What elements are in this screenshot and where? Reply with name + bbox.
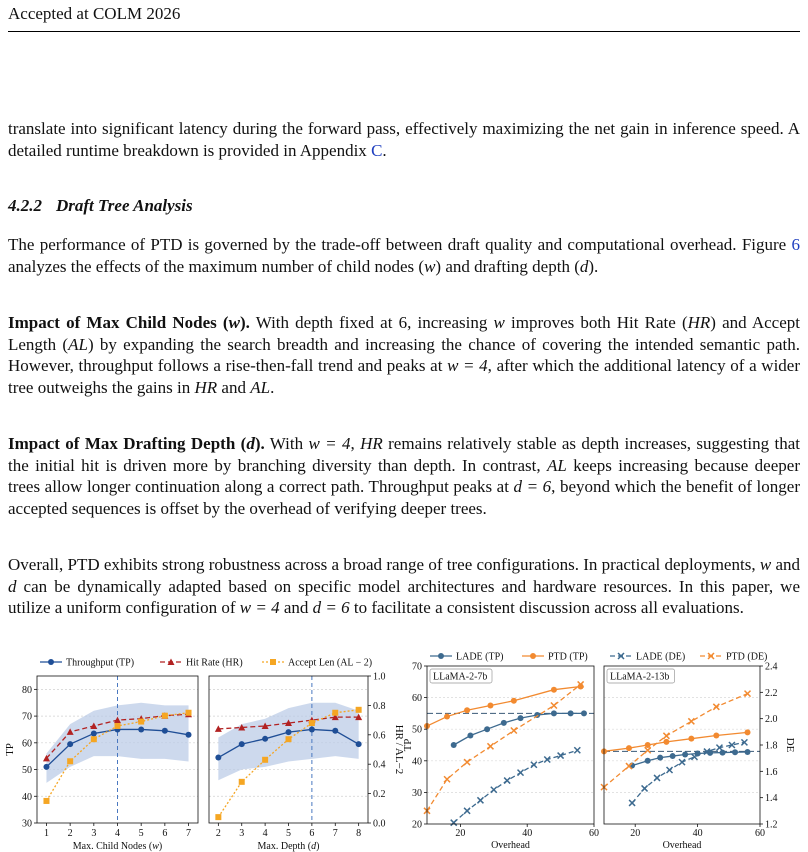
llama7b-lade-de-point [518, 770, 524, 776]
legend-lade-de-label: LADE (DE) [636, 651, 686, 663]
llama7b-y-tick-label: 50 [412, 724, 422, 736]
depth-y-right-tick-label: 0.6 [373, 730, 386, 742]
paragraph-runtime: translate into significant latency during the forward pass, effectively maximizing the net gain in inference speed. A detailed runtime breakdown is provided in Appendix C. [8, 119, 800, 160]
legend-lade-tp-marker [438, 653, 444, 659]
child-nodes-tp-point [43, 764, 49, 770]
llama7b-lade-tp-point [518, 715, 524, 721]
llama7b-ptd-de-point [487, 743, 493, 749]
llama13b-x-tick-label: 60 [755, 828, 765, 839]
depth-y-right-axis-label: HR / AL−2 [393, 724, 405, 775]
llama13b-ptd-de-point [663, 733, 669, 739]
depth-tp-point [309, 726, 315, 732]
llama13b-ptd-tp-point [688, 736, 694, 742]
child-nodes-al-point [91, 736, 97, 742]
llama13b-y-right-tick-label: 1.6 [765, 766, 778, 778]
llama7b-x-tick-label: 40 [522, 828, 533, 839]
llama13b-ptd-de-point [688, 718, 694, 724]
child-nodes-tp-point [138, 726, 144, 732]
section-heading: 4.2.2 Draft Tree Analysis [8, 196, 193, 215]
depth-tp-point [215, 755, 221, 761]
child-nodes-al-point [115, 723, 121, 729]
running-header: Accepted at COLM 2026 [8, 4, 181, 23]
figure-draft-tree-analysis [0, 648, 808, 852]
child-nodes-al-point [67, 758, 73, 764]
child-nodes-x-tick-label: 5 [138, 828, 144, 839]
llama13b-panel-label: LLaMA-2-13b [610, 671, 670, 683]
depth-tp-point [262, 736, 268, 742]
header-rule [8, 31, 800, 32]
llama7b-lade-tp-point [451, 742, 457, 748]
child-nodes-tp-point [186, 732, 192, 738]
child-nodes-y-tick-label: 80 [22, 684, 32, 696]
llama13b-ptd-tp-line [604, 732, 748, 751]
llama13b-ptd-tp-point [663, 739, 669, 745]
legend-tp-label: Throughput (TP) [66, 657, 135, 669]
depth-x-tick-label: 5 [286, 828, 291, 839]
depth-al-point [332, 710, 338, 716]
child-nodes-x-tick-label: 4 [115, 828, 120, 839]
llama7b-y-tick-label: 40 [412, 756, 422, 768]
llama13b-lade-tp-point [645, 758, 651, 764]
depth-x-tick-label: 4 [262, 828, 268, 839]
depth-x-axis-label: Max. Depth (d) [257, 841, 320, 852]
llama7b-lade-de-point [451, 820, 457, 826]
llama13b-ptd-de-point [713, 704, 719, 710]
llama7b-lade-de-point [531, 762, 537, 768]
depth-y-right-tick-label: 1.0 [373, 671, 386, 683]
child-nodes-y-tick-label: 70 [22, 711, 32, 723]
depth-x-tick-label: 3 [239, 828, 245, 839]
depth-x-tick-label: 2 [215, 828, 221, 839]
depth-tp-point [356, 741, 362, 747]
legend-ptd-de-label: PTD (DE) [726, 651, 768, 663]
llama13b-y-right-axis-label: DE [784, 737, 796, 753]
child-nodes-al-point [162, 713, 168, 719]
llama13b-y-right-tick-label: 1.8 [765, 740, 778, 752]
llama7b-ptd-de-point [464, 759, 470, 765]
child-nodes-tp-point [91, 730, 97, 736]
llama7b-x-axis-label: Overhead [491, 840, 530, 851]
llama13b-lade-de-point [642, 785, 648, 791]
llama13b-lade-de-point [679, 759, 685, 765]
llama13b-frame [604, 666, 760, 824]
paragraph-child-nodes: Impact of Max Child Nodes (w). With depth fixed at 6, increasing w improves both Hit Rate (HR) and Accept Length (AL) by expanding the search breadth and increasing the chance of covering the intended semantic path. However, throughput follows a rise-then-fall trend and peaks at w = 4, after which the additional latency of a wider tree outweighs the gains in HR and AL. [8, 313, 801, 397]
llama7b-y-tick-label: 70 [412, 661, 422, 673]
child-nodes-y-tick-label: 60 [22, 738, 32, 750]
legend-ptd-tp-marker [530, 653, 536, 659]
llama7b-ptd-de-point [444, 776, 450, 782]
legend-al-marker [270, 659, 276, 665]
depth-x-tick-label: 8 [356, 828, 362, 839]
child-nodes-x-tick-label: 1 [43, 828, 49, 839]
depth-y-right-tick-label: 0.0 [373, 818, 386, 830]
llama13b-x-tick-label: 20 [630, 828, 641, 839]
legend-tp-marker [48, 659, 54, 665]
child-nodes-y-axis-label: TP [4, 743, 16, 756]
child-nodes-al-point [43, 798, 49, 804]
llama7b-lade-tp-point [484, 726, 490, 732]
child-nodes-y-tick-label: 30 [22, 818, 32, 830]
llama7b-y-axis-label: TP [402, 738, 414, 752]
llama7b-x-tick-label: 20 [455, 828, 466, 839]
llama7b-y-tick-label: 60 [412, 693, 422, 705]
child-nodes-x-tick-label: 6 [162, 828, 168, 839]
child-nodes-y-tick-label: 40 [22, 791, 32, 803]
llama13b-x-tick-label: 40 [692, 828, 703, 839]
llama7b-ptd-de-point [511, 728, 517, 734]
llama7b-y-tick-label: 30 [412, 787, 422, 799]
llama7b-ptd-tp-point [487, 703, 493, 709]
depth-al-point [215, 814, 221, 820]
llama7b-ptd-tp-point [444, 714, 450, 720]
llama7b-y-tick-label: 20 [412, 819, 422, 831]
llama7b-panel-label: LLaMA-2-7b [433, 671, 488, 683]
legend-hr-label: Hit Rate (HR) [186, 657, 243, 669]
appendix-link[interactable]: C [371, 140, 383, 160]
llama7b-ptd-tp-point [551, 687, 557, 693]
legend-ptd-tp-label: PTD (TP) [548, 651, 588, 663]
llama13b-ptd-tp-point [626, 745, 632, 751]
child-nodes-al-point [138, 719, 144, 725]
paragraph-overview: The performance of PTD is governed by the trade-off between draft quality and computational overhead. Figure 6 analyzes the effects of the maximum number of child nodes (w) and drafting depth (d). [8, 235, 800, 276]
depth-x-tick-label: 7 [332, 828, 338, 839]
figure-link[interactable]: 6 [791, 235, 800, 254]
child-nodes-x-axis-label: Max. Child Nodes (w) [72, 841, 163, 852]
llama7b-lade-de-point [491, 787, 497, 793]
depth-al-point [262, 757, 268, 763]
llama7b-lade-de-point [477, 797, 483, 803]
depth-y-right-tick-label: 0.4 [373, 759, 386, 771]
llama13b-lade-tp-point [657, 755, 663, 761]
depth-al-point [239, 779, 245, 785]
depth-al-point [356, 707, 362, 713]
child-nodes-x-tick-label: 2 [67, 828, 73, 839]
llama13b-lade-tp-point [745, 749, 751, 755]
llama7b-lade-tp-point [568, 710, 574, 716]
llama7b-x-tick-label: 60 [589, 828, 599, 839]
llama7b-lade-tp-point [581, 710, 587, 716]
llama7b-ptd-tp-point [464, 707, 470, 713]
llama7b-lade-de-point [574, 747, 580, 753]
llama7b-lade-de-point [504, 778, 510, 784]
llama13b-lade-de-point [667, 767, 673, 773]
llama13b-lade-de-point [691, 754, 697, 760]
llama7b-lade-de-point [464, 808, 470, 814]
depth-y-right-tick-label: 0.8 [373, 700, 386, 712]
llama13b-lade-tp-point [670, 753, 676, 759]
depth-x-tick-label: 6 [309, 828, 315, 839]
llama13b-y-right-tick-label: 2.2 [765, 687, 778, 699]
depth-tp-point [332, 728, 338, 734]
depth-al-point [309, 720, 315, 726]
paragraph-depth: Impact of Max Drafting Depth (d). With w = 4, HR remains relatively stable as depth increases, suggesting that the initial hit is driven more by branching diversity than depth. In contrast, AL keeps increasing because deeper trees allow longer continuation along a correct path. Throughput peaks at d = 6, beyond which the benefit of longer accepted sequences is offset by the overhead of verifying deeper trees. [8, 434, 800, 518]
llama13b-lade-de-point [654, 775, 660, 781]
depth-y-right-tick-label: 0.2 [373, 789, 386, 801]
llama13b-ptd-tp-point [745, 729, 751, 735]
child-nodes-x-tick-label: 7 [186, 828, 192, 839]
llama13b-y-right-tick-label: 2.4 [765, 661, 778, 673]
llama7b-ptd-de-point [551, 703, 557, 709]
llama7b-lade-tp-point [551, 710, 557, 716]
llama13b-ptd-de-point [745, 691, 751, 697]
llama13b-y-right-tick-label: 2.0 [765, 714, 778, 726]
llama13b-ptd-de-point [645, 747, 651, 753]
child-nodes-tp-point [162, 728, 168, 734]
depth-tp-point [286, 729, 292, 735]
llama13b-lade-tp-point [732, 749, 738, 755]
llama13b-ptd-tp-point [713, 733, 719, 739]
llama7b-ptd-tp-point [511, 698, 517, 704]
child-nodes-tp-point [67, 741, 73, 747]
llama13b-lade-de-point [629, 800, 635, 806]
legend-al-label: Accept Len (AL − 2) [288, 657, 373, 669]
llama13b-ptd-tp-point [645, 742, 651, 748]
llama7b-lade-tp-point [501, 720, 507, 726]
child-nodes-al-point [186, 710, 192, 716]
legend-lade-tp-label: LADE (TP) [456, 651, 504, 663]
llama13b-y-right-tick-label: 1.4 [765, 793, 778, 805]
depth-al-point [286, 736, 292, 742]
llama13b-lade-tp-point [682, 751, 688, 757]
llama13b-x-axis-label: Overhead [662, 840, 702, 851]
paragraph-overall: Overall, PTD exhibits strong robustness across a broad range of tree configurations. In practical deployments, w and d can be dynamically adapted based on specific model architectures and hardware resources. In this paper, we utilize a uniform configuration of w = 4 and d = 6 to facilitate a consistent discussion across all evaluations. [8, 555, 801, 617]
child-nodes-x-tick-label: 3 [91, 828, 97, 839]
child-nodes-y-tick-label: 50 [22, 765, 32, 777]
llama7b-lade-tp-point [467, 733, 473, 739]
llama13b-y-right-tick-label: 1.2 [765, 819, 778, 831]
depth-tp-point [239, 741, 245, 747]
